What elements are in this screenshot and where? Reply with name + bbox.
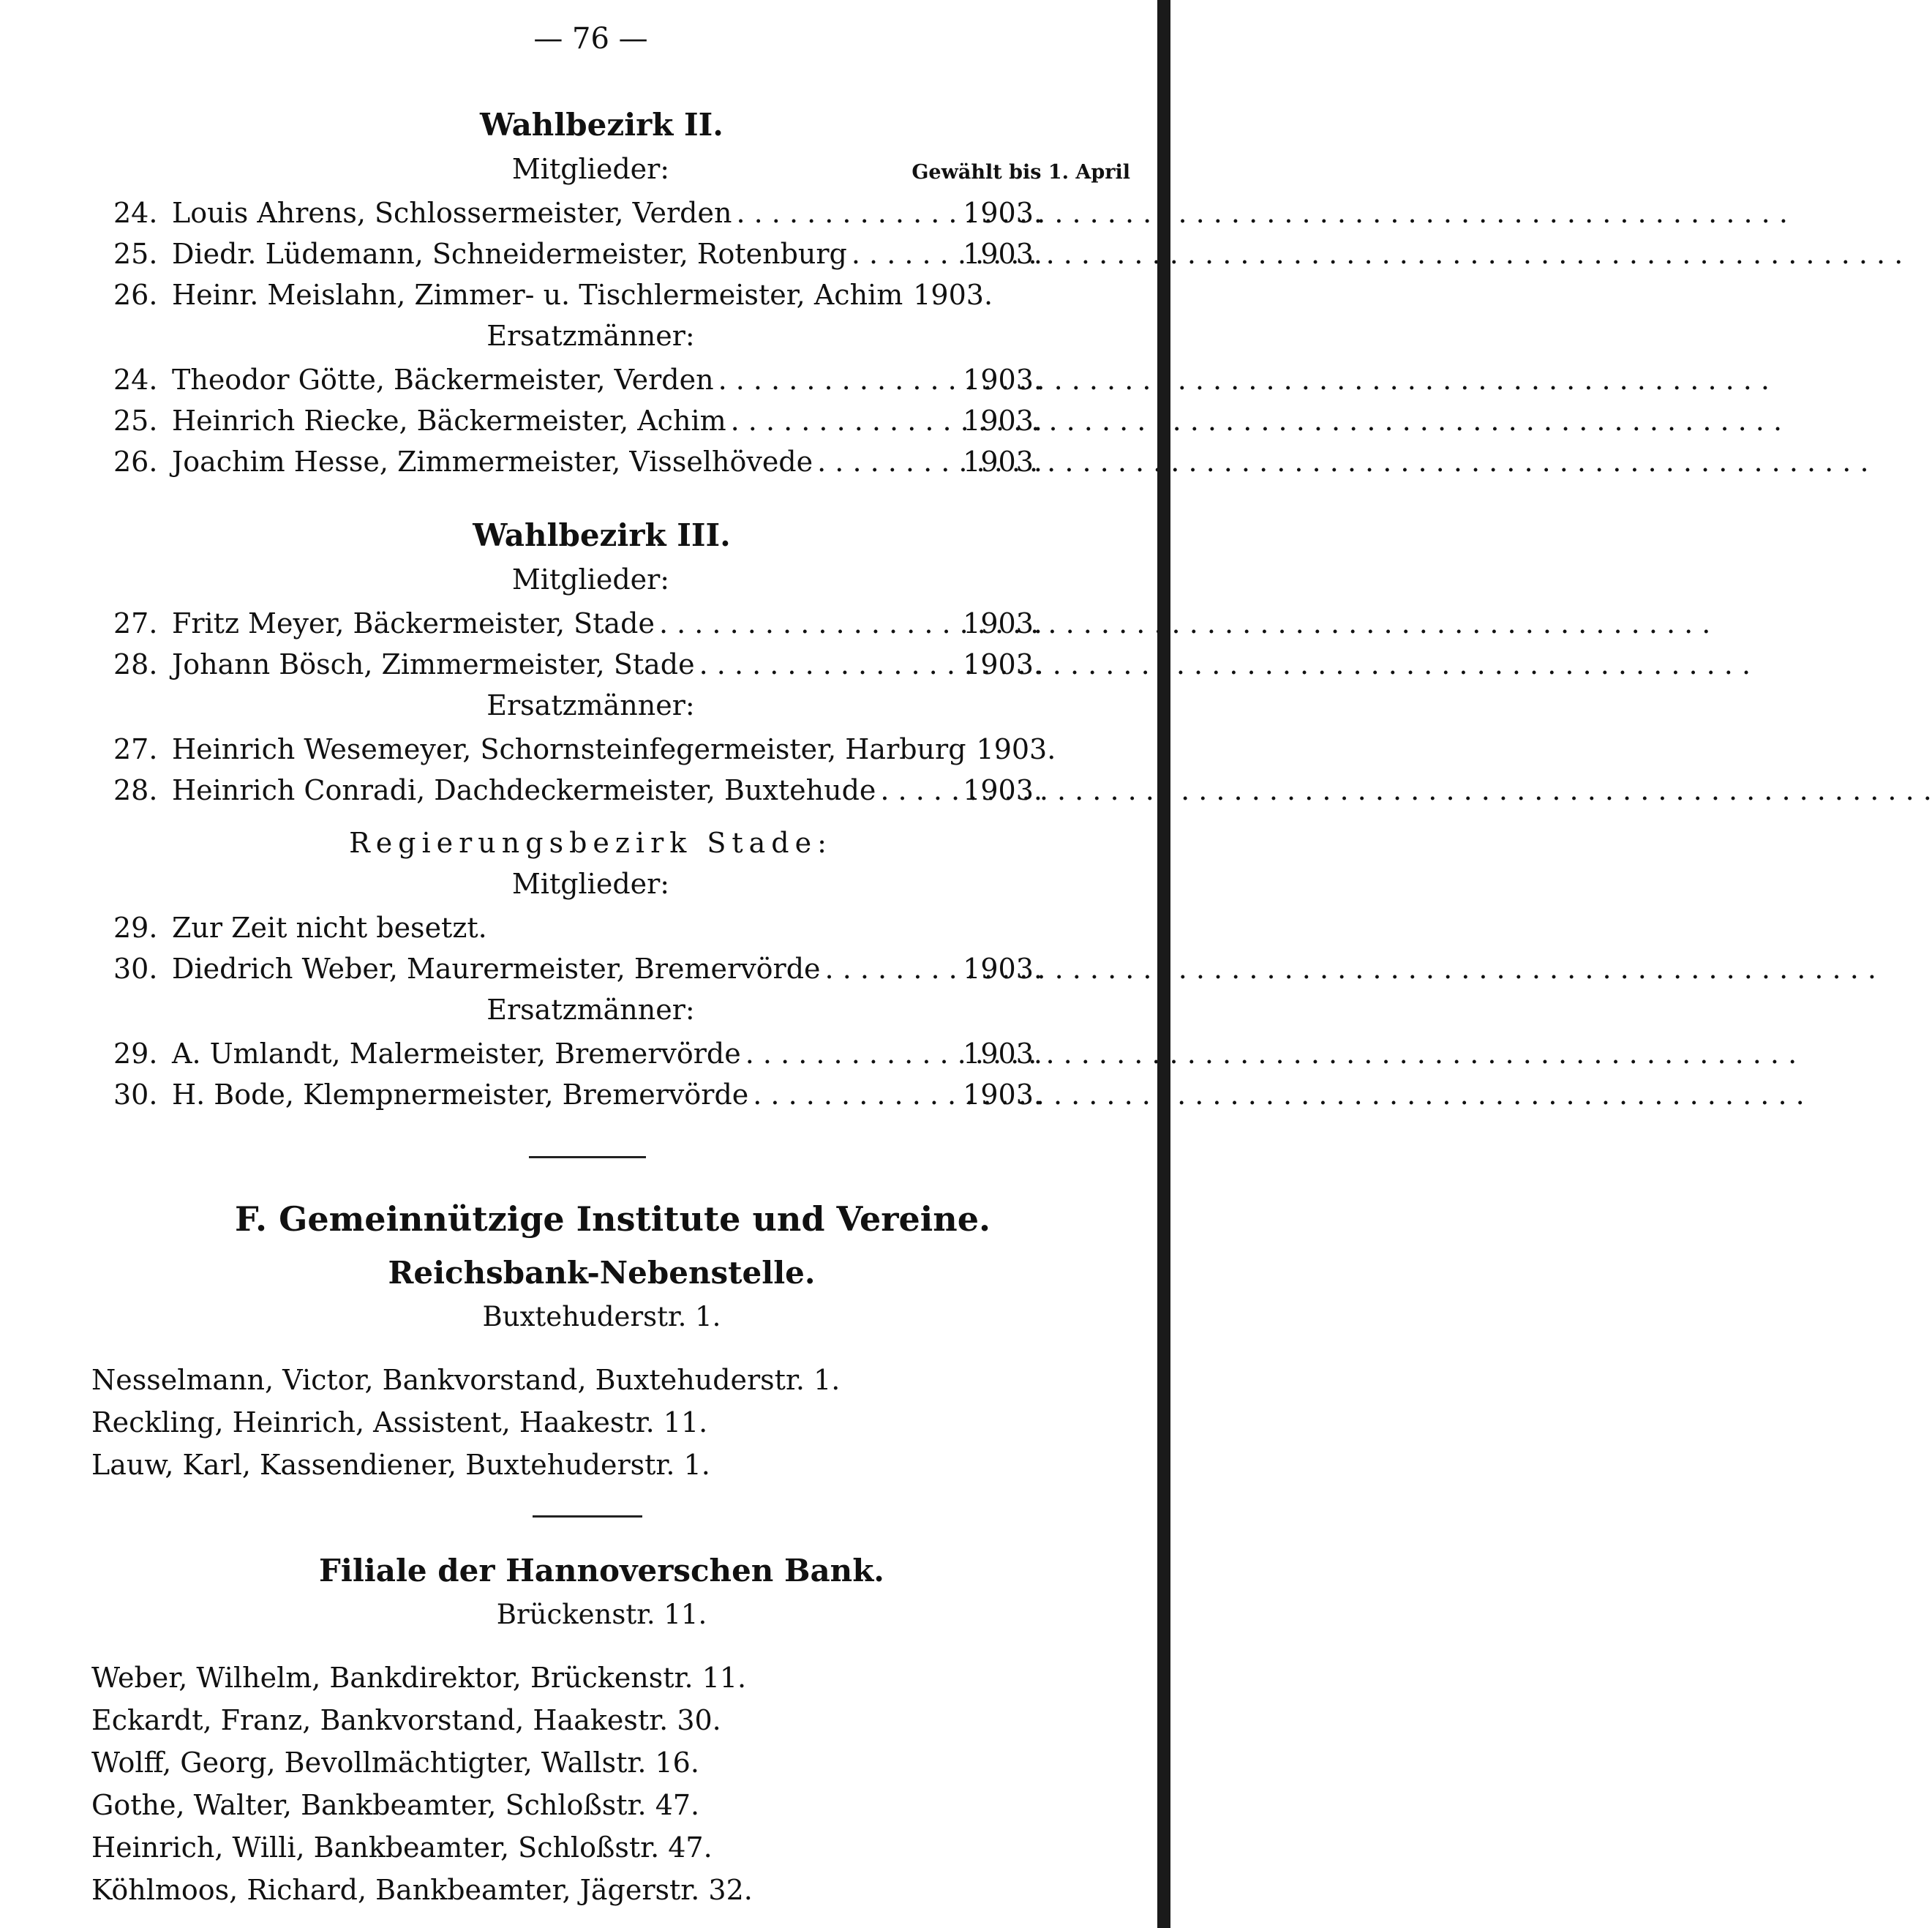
substitutes-label: Ersatzmänner: xyxy=(486,689,695,721)
entry-year: 1903. xyxy=(963,446,1042,478)
entry-text: Heinrich Conradi, Dachdeckermeister, Buxtehude xyxy=(172,774,876,806)
substitutes-label: Ersatzmänner: xyxy=(486,994,695,1026)
list-item xyxy=(113,274,1042,315)
entry-text: Johann Bösch, Zimmermeister, Stade xyxy=(172,648,695,680)
leader-dots xyxy=(852,233,958,274)
entry-number: 25. xyxy=(113,405,158,437)
list-item: Nesselmann, Victor, Bankvorstand, Buxtehuderstr. 1. xyxy=(91,1364,841,1396)
list-item: Wolff, Georg, Bevollmächtigter, Wallstr. 16. xyxy=(91,1747,699,1779)
leader-dots xyxy=(736,192,958,233)
entry-text: Heinr. Meislahn, Zimmer- u. Tischlermeister, Achim xyxy=(172,279,903,311)
entry-number: 30. xyxy=(113,953,158,985)
leader-dots xyxy=(745,1033,958,1074)
list-item xyxy=(113,644,1042,685)
members-list xyxy=(91,192,1141,315)
entry-text: A. Umlandt, Malermeister, Bremervörde xyxy=(172,1038,741,1070)
entry-text: Louis Ahrens, Schlossermeister, Verden xyxy=(172,197,732,229)
filiale-block xyxy=(91,1553,1141,1911)
entry-number: 24. xyxy=(113,197,158,229)
members-list xyxy=(91,907,1141,989)
entry-number: 29. xyxy=(113,912,158,944)
leader-dots xyxy=(718,359,959,400)
entry-text: Fritz Meyer, Bäckermeister, Stade xyxy=(172,607,655,639)
entry-text: Joachim Hesse, Zimmermeister, Visselhövede xyxy=(172,446,813,478)
leader-dots xyxy=(699,644,959,685)
entry-text: Diedrich Weber, Maurermeister, Bremervörde xyxy=(172,953,821,985)
entry-number: 24. xyxy=(113,364,158,396)
substitutes-label: Ersatzmänner: xyxy=(486,320,695,352)
entry-number: 28. xyxy=(113,648,158,680)
leader-dots xyxy=(753,1074,958,1115)
entry-text: Heinrich Riecke, Bäckermeister, Achim xyxy=(172,405,726,437)
reichsbank-block xyxy=(91,1255,1141,1486)
list-item xyxy=(113,1074,1042,1115)
leader-dots xyxy=(817,441,958,482)
section-f xyxy=(91,1199,1141,1911)
list-item: Heinrich, Willi, Bankbeamter, Schloßstr. 47. xyxy=(91,1831,713,1864)
list-item: Reckling, Heinrich, Assistent, Haakestr. 11. xyxy=(91,1406,708,1439)
entry-text: Heinrich Wesemeyer, Schornsteinfegermeister, Harburg xyxy=(172,733,966,765)
leader-dots xyxy=(731,400,959,441)
staff-list xyxy=(91,1359,1141,1486)
list-item xyxy=(113,192,1042,233)
institution-heading: Reichsbank-Nebenstelle. xyxy=(388,1255,816,1291)
entry-year: 1903. xyxy=(963,197,1042,229)
entry-number: 26. xyxy=(113,279,158,311)
entry-number: 30. xyxy=(113,1079,158,1111)
district-heading: Wahlbezirk III. xyxy=(473,517,731,553)
entry-year: 1903. xyxy=(963,364,1042,396)
region-stade xyxy=(91,827,1141,1115)
entry-number: 26. xyxy=(113,446,158,478)
list-item xyxy=(113,729,1056,770)
list-item: Gothe, Walter, Bankbeamter, Schloßstr. 47. xyxy=(91,1789,700,1821)
list-item: Köhlmoos, Richard, Bankbeamter, Jägerstr. 32. xyxy=(91,1874,753,1906)
list-item: Eckardt, Franz, Bankvorstand, Haakestr. 30. xyxy=(91,1704,721,1736)
list-item: Weber, Wilhelm, Bankdirektor, Brückenstr. 11. xyxy=(91,1662,747,1694)
leader-dots xyxy=(659,603,958,644)
section-divider xyxy=(529,1156,646,1158)
entry-year: 1903. xyxy=(963,774,1042,806)
entry-year: 1903. xyxy=(963,238,1042,270)
entry-text: H. Bode, Klempnermeister, Bremervörde xyxy=(172,1079,749,1111)
institution-heading: Filiale der Hannoverschen Bank. xyxy=(319,1553,884,1588)
entry-text: Theodor Götte, Bäckermeister, Verden xyxy=(172,364,714,396)
list-item xyxy=(113,400,1042,441)
entry-year: 1903. xyxy=(976,733,1056,765)
entry-text: Zur Zeit nicht besetzt. xyxy=(172,912,487,944)
entry-year: 1903. xyxy=(963,1038,1042,1070)
members-list xyxy=(91,603,1141,685)
entry-year: 1903. xyxy=(963,1079,1042,1111)
list-item xyxy=(113,359,1042,400)
page-number: — 76 — xyxy=(533,22,648,56)
substitutes-list xyxy=(91,729,1141,811)
substitutes-list xyxy=(91,359,1141,482)
entry-year: 1903. xyxy=(963,953,1042,985)
staff-list xyxy=(91,1657,1141,1911)
list-item xyxy=(113,1033,1042,1074)
list-item xyxy=(113,770,1042,811)
entry-year: 1903. xyxy=(963,405,1042,437)
entry-text: Diedr. Lüdemann, Schneidermeister, Rotenburg xyxy=(172,238,847,270)
entry-year: 1903. xyxy=(913,279,993,311)
substitutes-list xyxy=(91,1033,1141,1115)
entry-number: 25. xyxy=(113,238,158,270)
entry-number: 28. xyxy=(113,774,158,806)
list-item: Lauw, Karl, Kassendiener, Buxtehuderstr. 1. xyxy=(91,1449,710,1481)
institution-address: Brückenstr. 11. xyxy=(496,1599,707,1630)
entry-year: 1903. xyxy=(963,607,1042,639)
entry-number: 27. xyxy=(113,733,158,765)
spacer xyxy=(91,482,1141,517)
list-item xyxy=(113,441,1042,482)
section-divider xyxy=(533,1515,642,1518)
members-label: Mitglieder: xyxy=(511,153,670,185)
list-item xyxy=(113,948,1042,989)
entry-year: 1903. xyxy=(963,648,1042,680)
list-item xyxy=(113,233,1042,274)
leader-dots xyxy=(825,948,959,989)
section-heading: F. Gemeinnützige Institute und Vereine. xyxy=(235,1199,991,1239)
members-label: Mitglieder: xyxy=(511,868,670,900)
region-heading: Regierungsbezirk Stade: xyxy=(349,827,832,859)
list-item xyxy=(113,603,1042,644)
list-item xyxy=(113,907,1042,948)
district-iii xyxy=(91,517,1141,811)
entry-number: 29. xyxy=(113,1038,158,1070)
institution-address: Buxtehuderstr. 1. xyxy=(482,1301,721,1332)
members-label: Mitglieder: xyxy=(511,563,670,596)
district-heading: Wahlbezirk II. xyxy=(480,107,723,143)
elected-until-note: Gewählt bis 1. April xyxy=(912,161,1130,184)
entry-number: 27. xyxy=(113,607,158,639)
leader-dots xyxy=(880,770,958,811)
